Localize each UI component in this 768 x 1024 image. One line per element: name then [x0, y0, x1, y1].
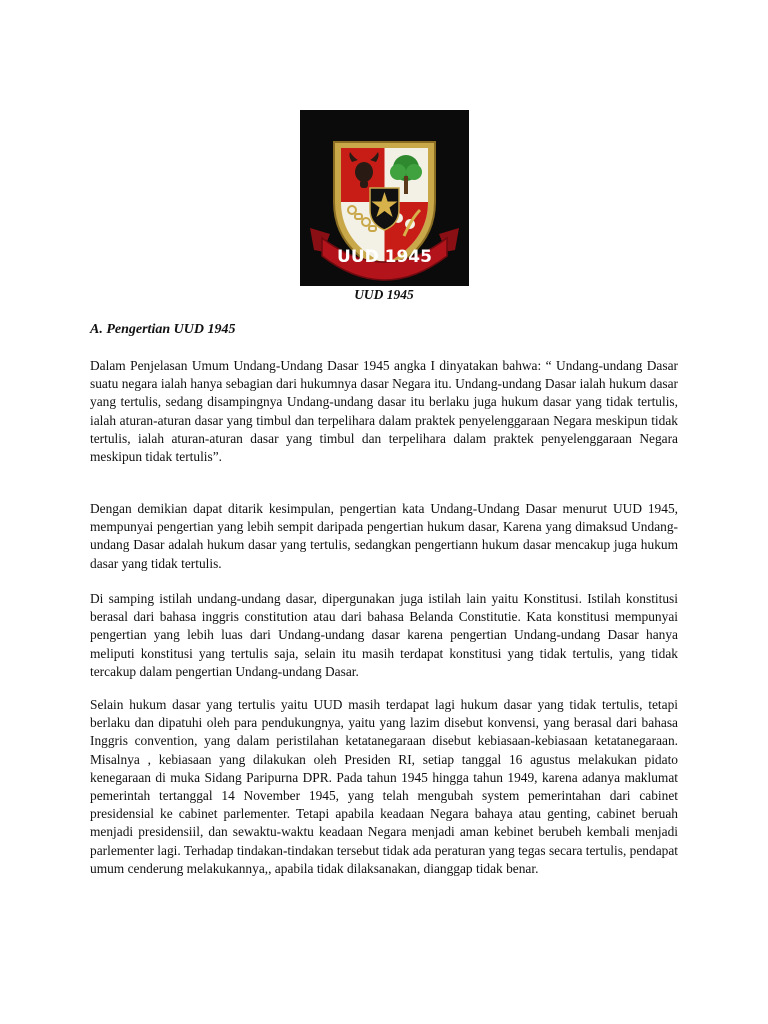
section-heading: A. Pengertian UUD 1945 [90, 322, 236, 337]
logo-banner-text: UUD 1945 [337, 247, 432, 267]
image-caption: UUD 1945 [354, 287, 414, 302]
paragraph-2: Dengan demikian dapat ditarik kesimpulan, pengertian kata Undang-Undang Dasar menurut UUD 1945, mempunyai pengertian yang lebih sempit daripada pengertian hukum dasar, Karena yang dimaksud Undang-undang Dasar adalah hukum dasar yang tertulis, sedangkan pengertiann hukum dasar mencakup juga hukum dasar yang tidak tertulis. [90, 501, 678, 571]
shield-emblem-icon [300, 110, 469, 286]
paragraph-4: Selain hukum dasar yang tertulis yaitu UUD masih terdapat lagi hukum dasar yang tidak tertulis, tetapi berlaku dan dipatuhi oleh para pendukungnya, yaitu yang lazim disebut konvensi, yang berasal dari bahasa Inggris convention, yang dalam peristilahan ketatanegaraan disebut kebiasaan-kebiasaan ketatanegaraan. Misalnya , kebiasaan yang dilakukan oleh Presiden RI, setiap tanggal 16 agustus melakukan pidato kenegaraan di muka Sidang Paripurna DPR. Pada tahun 1945 hingga tahun 1949, karena adanya maklumat pemerintah tertanggal 14 November 1945, yang telah mengubah system pemerintahan dari cabinet presidensial ke cabinet parlementer. Tetapi apabila keadaan Negara bahaya atau genting, cabinet beruah menjadi presidensiil, dan sewaktu-waktu keadaan Negara menjadi aman kebinet berubeh kembali menjadi parlementer lagi. Terhadap tindakan-tindakan tersebut tidak ada peraturan yang tegas secara tertulis, pendapat umum cenderung melakukannya,, apabila tidak dilaksanakan, dianggap tidak benar. [90, 697, 678, 876]
uud-1945-logo [300, 110, 469, 286]
paragraph-1: Dalam Penjelasan Umum Undang-Undang Dasar 1945 angka I dinyatakan bahwa: “ Undang-undang Dasar suatu negara ialah hanya sebagian dari hukumnya dasar Negara itu. Undang-undang Dasar ialah hukum dasar yang tertulis, sedang disampingnya Undang-undang dasar itu berlaku juga hukum dasar yang tidak tertulis, ialah aturan-aturan dasar yang timbul dan terpelihara dalam praktek penyelenggaraan Negara meskipun tidak tertulis, ialah aturan-aturan dasar yang timbul dan terpelihara dalam praktek penyelenggaraan Negara meskipun tidak tertulis”. [90, 358, 678, 465]
paragraph-3: Di samping istilah undang-undang dasar, dipergunakan juga istilah lain yaitu Konstitusi. Istilah konstitusi berasal dari bahasa inggris constitution atau dari bahasa Belanda Constitutie. Kata konstitusi mempunyai pengertian yang lebih luas dari Undang-undang dasar karena pengertian Undang-undang Dasar hanya meliputi konstitusi yang tertulis saja, selain itu masih terdapat konstitusi yang tidak tertulis, yang tidak tercakup dalam pengertian Undang-undang Dasar. [90, 591, 678, 679]
